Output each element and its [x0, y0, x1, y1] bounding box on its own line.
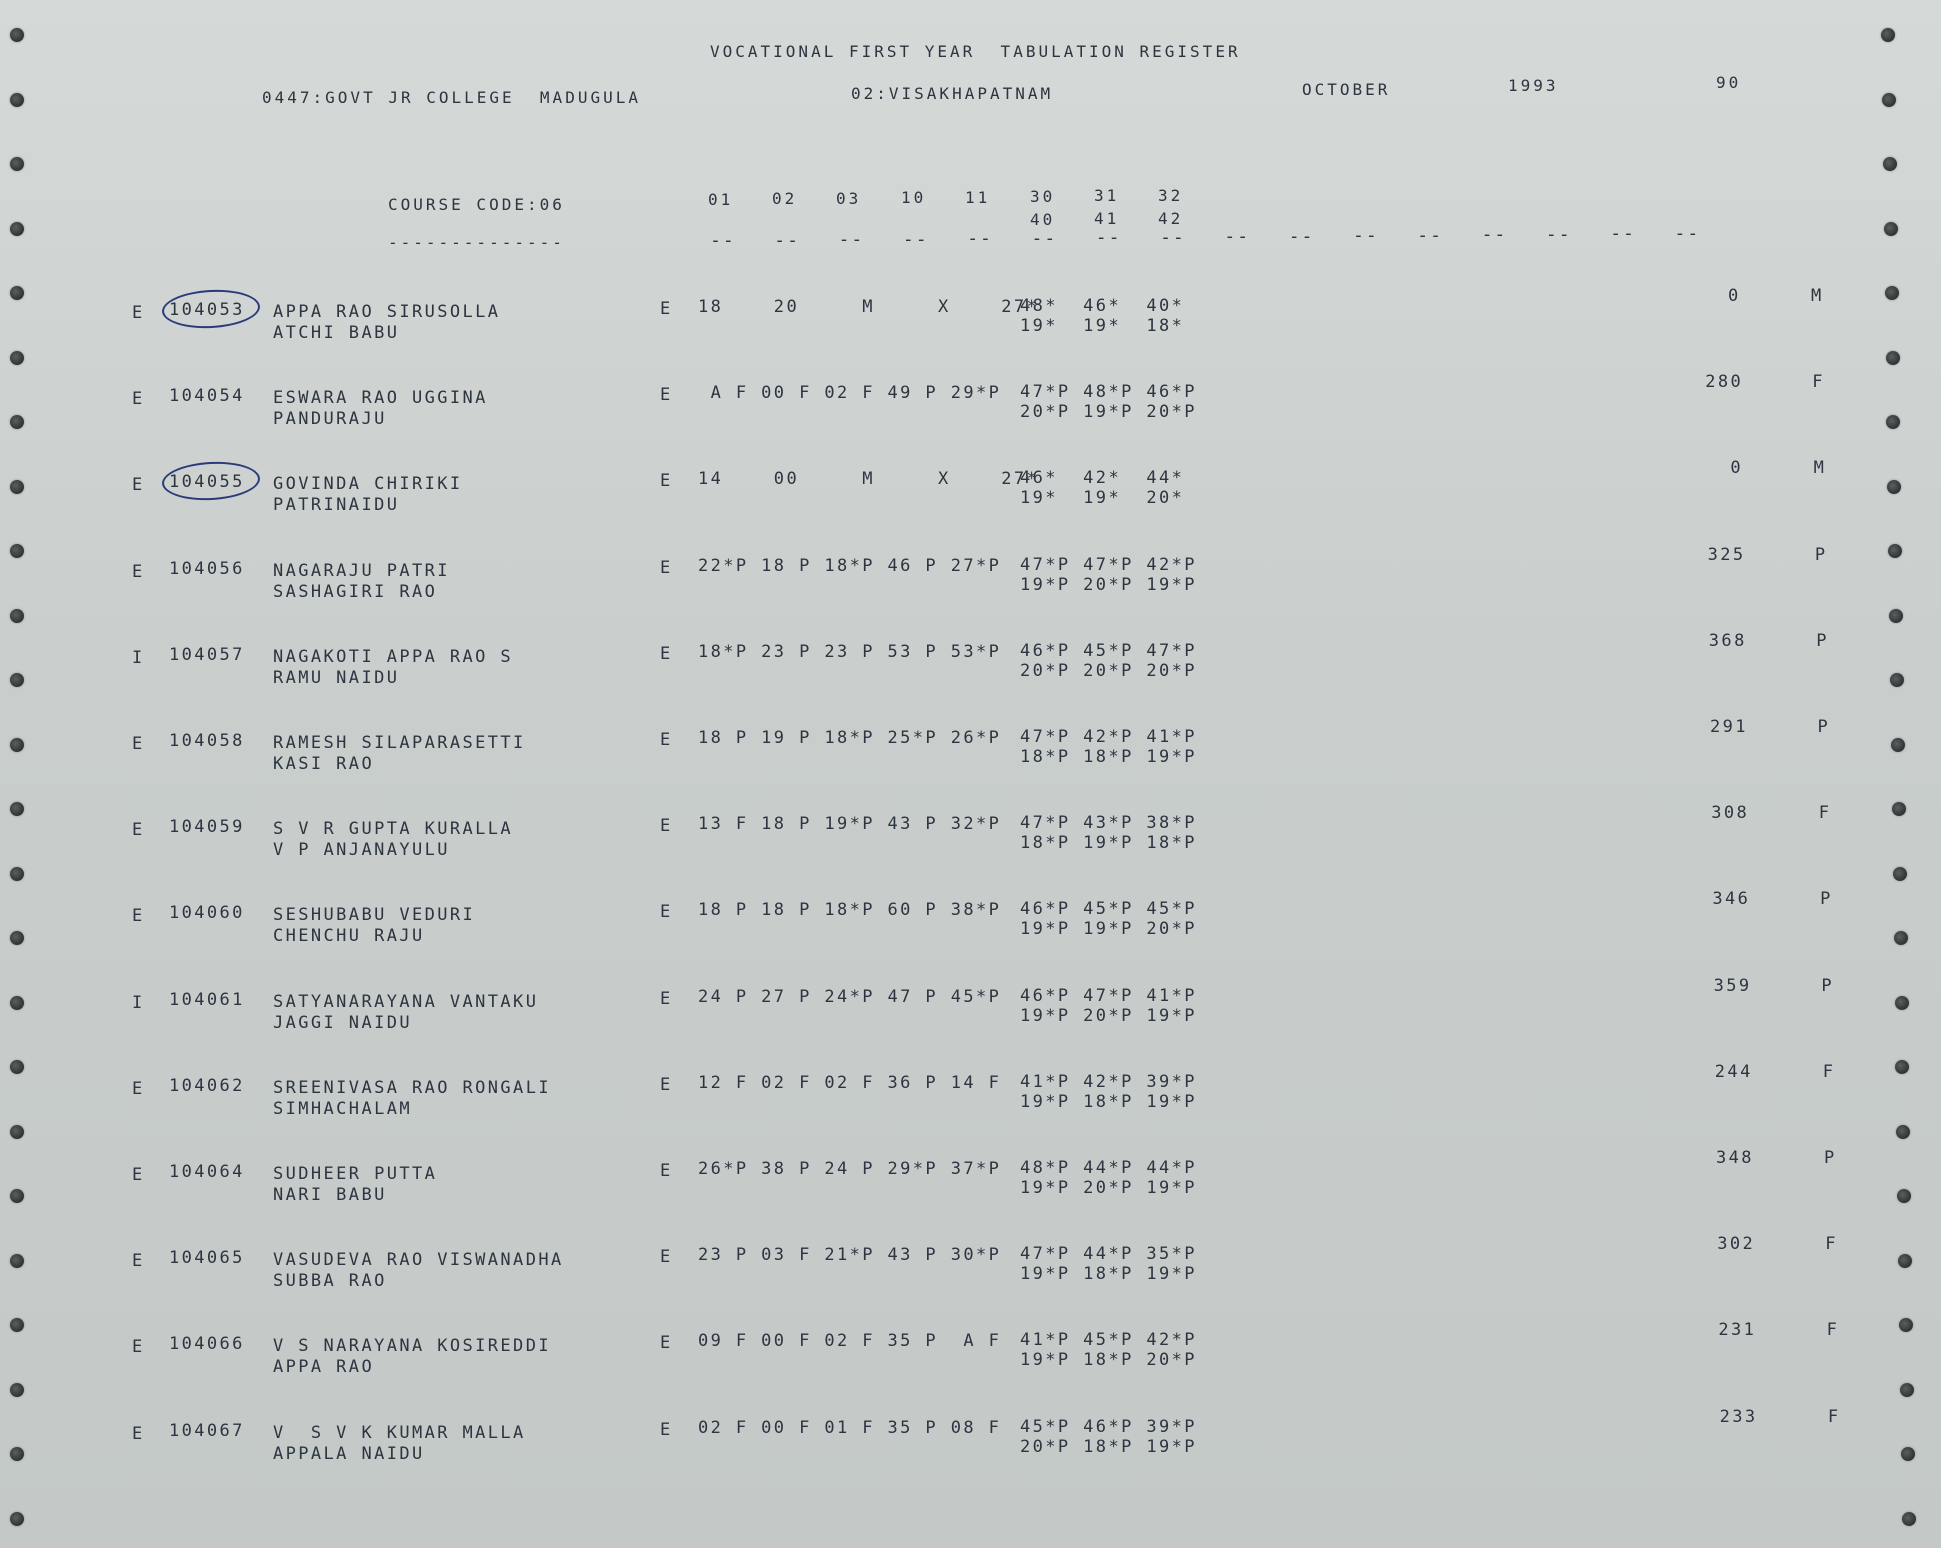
subject-marks: 09 F 00 F 02 F 35 P A F [698, 1331, 1002, 1352]
student-row [0, 372, 1941, 442]
student-row [0, 1320, 1941, 1390]
student-row [0, 889, 1941, 959]
total-marks: 280 [1705, 372, 1744, 393]
practical-marks-lower: 19* 19* 20* [1020, 488, 1185, 509]
medium: E [660, 643, 673, 664]
student-row [0, 1061, 1941, 1132]
roll-number: 104065 [169, 1248, 245, 1269]
practical-marks-upper: 46*P 45*P 47*P [1020, 640, 1197, 661]
student-row [0, 286, 1941, 356]
practical-marks-lower: 20*P 20*P 20*P [1020, 660, 1197, 681]
student-name: GOVINDA CHIRIKI [273, 474, 463, 495]
subject-marks: 18*P 23 P 23 P 53 P 53*P [698, 641, 1002, 662]
practical-marks-lower: 18*P 18*P 19*P [1020, 747, 1197, 767]
subject-marks: 18 P 19 P 18*P 25*P 26*P [698, 728, 1002, 748]
total-marks: 308 [1711, 803, 1750, 824]
father-name: PATRINAIDU [273, 495, 400, 516]
result-code: P [1820, 889, 1833, 910]
practical-marks-upper: 47*P 44*P 35*P [1020, 1244, 1197, 1265]
student-row [0, 975, 1941, 1046]
column-dash: -- [838, 229, 865, 250]
subject-code: 30 [1030, 187, 1056, 206]
practical-marks-upper: 41*P 45*P 42*P [1020, 1330, 1197, 1351]
medium: E [660, 557, 673, 578]
practical-marks-upper: 46* 42* 44* [1020, 468, 1185, 489]
medium: E [660, 1074, 673, 1095]
candidate-type: E [132, 1337, 145, 1358]
medium: E [660, 385, 673, 406]
result-code: F [1826, 1320, 1840, 1341]
result-code: P [1817, 717, 1831, 737]
student-row [0, 1148, 1941, 1218]
feed-hole [10, 222, 24, 236]
candidate-type: E [132, 389, 145, 410]
roll-number: 104058 [169, 731, 245, 751]
candidate-type: E [132, 475, 145, 496]
column-dash: -- [1160, 226, 1186, 248]
medium: E [660, 730, 673, 750]
result-code: P [1821, 975, 1835, 996]
column-dash: -- [1545, 223, 1572, 245]
student-name: V S V K KUMAR MALLA [273, 1422, 526, 1443]
student-name: SREENIVASA RAO RONGALI [273, 1077, 551, 1098]
exam-month: OCTOBER [1302, 80, 1391, 99]
exam-year: 1993 [1508, 76, 1559, 95]
column-dash: -- [1353, 225, 1379, 246]
result-code: F [1825, 1234, 1838, 1255]
roll-number: 104062 [169, 1075, 245, 1096]
subject-marks: 12 F 02 F 02 F 36 P 14 F [698, 1072, 1002, 1093]
medium: E [660, 816, 673, 837]
medium: E [660, 1419, 673, 1440]
practical-marks-lower: 19*P 20*P 19*P [1020, 1005, 1197, 1026]
subject-code-second: 42 [1158, 208, 1184, 228]
practical-marks-upper: 48*P 44*P 44*P [1020, 1158, 1197, 1178]
candidate-type: E [132, 820, 145, 841]
practical-marks-upper: 45*P 46*P 39*P [1020, 1416, 1197, 1437]
student-name: S V R GUPTA KURALLA [273, 819, 514, 840]
candidate-type: E [132, 1251, 145, 1272]
student-name: SATYANARAYANA VANTAKU [273, 991, 539, 1012]
page-number: 90 [1716, 73, 1742, 92]
column-dash: -- [1095, 227, 1122, 248]
result-code: F [1818, 803, 1832, 824]
roll-number: 104061 [169, 989, 245, 1010]
subject-code: 11 [965, 187, 991, 207]
result-code: F [1812, 372, 1825, 393]
father-name: APPALA NAIDU [273, 1443, 425, 1464]
student-name: ESWARA RAO UGGINA [273, 388, 488, 409]
feed-hole [10, 157, 24, 171]
roll-number: 104066 [169, 1334, 245, 1355]
medium: E [660, 988, 673, 1009]
student-row [0, 717, 1941, 787]
practical-marks-upper: 47*P 42*P 41*P [1020, 727, 1197, 747]
practical-marks-lower: 19*P 20*P 19*P [1020, 574, 1197, 595]
result-code: F [1822, 1061, 1836, 1082]
subject-code-second: 40 [1030, 210, 1056, 229]
practical-marks-lower: 19*P 19*P 20*P [1020, 919, 1197, 940]
roll-number: 104060 [169, 903, 245, 924]
district-name: 02:VISAKHAPATNAM [851, 84, 1054, 103]
subject-marks: 02 F 00 F 01 F 35 P 08 F [698, 1417, 1002, 1438]
candidate-type: E [132, 734, 145, 754]
roll-number: 104056 [169, 558, 245, 579]
feed-hole [1884, 222, 1898, 236]
column-dash: -- [967, 228, 993, 249]
student-row [0, 458, 1941, 528]
practical-marks-upper: 47*P 43*P 38*P [1020, 813, 1197, 834]
practical-marks-upper: 47*P 47*P 42*P [1020, 554, 1197, 575]
column-dash: -- [1224, 226, 1251, 247]
father-name: V P ANJANAYULU [273, 840, 450, 861]
feed-hole [10, 93, 24, 107]
roll-number: 104067 [169, 1420, 245, 1441]
student-name: NAGAKOTI APPA RAO S [273, 646, 514, 667]
practical-marks-lower: 18*P 19*P 18*P [1020, 833, 1197, 854]
student-row [0, 1234, 1941, 1304]
total-marks: 244 [1714, 1061, 1753, 1082]
student-row [0, 803, 1941, 873]
student-name: RAMESH SILAPARASETTI [273, 733, 526, 753]
father-name: KASI RAO [273, 754, 375, 774]
practical-marks-upper: 41*P 42*P 39*P [1020, 1071, 1197, 1092]
column-dash: -- [1288, 225, 1315, 247]
practical-marks-upper: 46*P 45*P 45*P [1020, 899, 1197, 920]
total-marks: 368 [1708, 630, 1747, 651]
father-name: ATCHI BABU [273, 323, 400, 343]
subject-code: 10 [901, 188, 927, 208]
total-marks: 302 [1717, 1234, 1756, 1255]
student-name: NAGARAJU PATRI [273, 560, 450, 581]
column-dash: -- [774, 229, 800, 251]
register-title: VOCATIONAL FIRST YEAR TABULATION REGISTER [710, 42, 1241, 61]
roll-number: 104054 [169, 386, 245, 407]
feed-hole [1902, 1512, 1916, 1526]
practical-marks-upper: 48* 46* 40* [1020, 296, 1185, 316]
subject-code: 02 [772, 189, 798, 209]
candidate-type: E [132, 1165, 145, 1185]
father-name: SUBBA RAO [273, 1271, 387, 1292]
practical-marks-lower: 19*P 20*P 19*P [1020, 1178, 1197, 1198]
course-code-underline: -------------- [388, 233, 565, 252]
candidate-type: E [132, 1423, 145, 1444]
subject-marks: 14 00 M X 27* [698, 469, 1040, 490]
result-code: M [1813, 458, 1827, 479]
subject-code-second: 41 [1094, 209, 1120, 229]
candidate-type: E [132, 1078, 145, 1099]
father-name: PANDURAJU [273, 409, 387, 430]
practical-marks-lower: 20*P 19*P 20*P [1020, 402, 1197, 423]
candidate-type: I [132, 992, 145, 1013]
student-name: SUDHEER PUTTA [273, 1164, 438, 1184]
feed-hole [10, 1512, 24, 1526]
student-name: APPA RAO SIRUSOLLA [273, 302, 501, 322]
candidate-type: E [132, 561, 145, 582]
column-dash: -- [1610, 223, 1636, 244]
father-name: CHENCHU RAJU [273, 926, 425, 947]
subject-marks: 18 P 18 P 18*P 60 P 38*P [698, 900, 1002, 921]
student-row [0, 1406, 1941, 1477]
feed-hole [1882, 93, 1896, 107]
father-name: SASHAGIRI RAO [273, 581, 438, 602]
course-code-label: COURSE CODE:06 [388, 195, 565, 214]
father-name: NARI BABU [273, 1185, 387, 1205]
roll-number: 104064 [169, 1162, 245, 1182]
father-name: APPA RAO [273, 1357, 375, 1378]
medium: E [660, 299, 673, 319]
subject-code: 31 [1094, 186, 1120, 206]
subject-marks: A F 00 F 02 F 49 P 29*P [698, 383, 1002, 404]
total-marks: 0 [1730, 458, 1744, 479]
candidate-type: E [132, 906, 145, 927]
college-name: 0447:GOVT JR COLLEGE MADUGULA [262, 88, 641, 107]
medium: E [660, 1161, 673, 1181]
total-marks: 348 [1716, 1148, 1754, 1168]
subject-code: 01 [708, 190, 734, 209]
total-marks: 346 [1712, 889, 1751, 910]
student-name: SESHUBABU VEDURI [273, 905, 476, 926]
candidate-type: E [132, 303, 145, 323]
medium: E [660, 902, 673, 923]
result-code: F [1827, 1406, 1841, 1427]
total-marks: 359 [1713, 975, 1752, 996]
roll-number: 104059 [169, 817, 245, 838]
feed-hole [1881, 28, 1895, 42]
feed-hole [10, 28, 24, 42]
father-name: JAGGI NAIDU [273, 1012, 412, 1033]
candidate-type: I [132, 647, 145, 668]
column-dash: -- [902, 228, 929, 250]
practical-marks-upper: 46*P 47*P 41*P [1020, 985, 1197, 1006]
subject-marks: 13 F 18 P 19*P 43 P 32*P [698, 814, 1002, 835]
total-marks: 0 [1728, 286, 1741, 306]
practical-marks-lower: 20*P 18*P 19*P [1020, 1436, 1197, 1457]
roll-number: 104055 [169, 472, 245, 493]
medium: E [660, 471, 673, 492]
subject-marks: 24 P 27 P 24*P 47 P 45*P [698, 986, 1002, 1007]
student-name: VASUDEVA RAO VISWANADHA [273, 1250, 564, 1271]
subject-marks: 18 20 M X 27* [698, 297, 1040, 317]
practical-marks-upper: 47*P 48*P 46*P [1020, 382, 1197, 403]
roll-number-circle-mark [161, 287, 261, 330]
result-code: P [1824, 1148, 1837, 1168]
feed-hole [1883, 157, 1897, 171]
medium: E [660, 1333, 673, 1354]
column-dash: -- [1031, 227, 1058, 249]
subject-code: 03 [836, 188, 862, 208]
subject-marks: 22*P 18 P 18*P 46 P 27*P [698, 555, 1002, 576]
subject-code: 32 [1158, 185, 1184, 205]
roll-number: 104053 [169, 300, 245, 320]
result-code: P [1816, 630, 1829, 651]
student-row [0, 630, 1941, 701]
total-marks: 325 [1707, 544, 1746, 565]
result-code: M [1811, 286, 1824, 306]
roll-number-circle-mark [161, 460, 261, 503]
medium: E [660, 1247, 673, 1268]
column-dash: -- [1481, 224, 1508, 245]
total-marks: 291 [1710, 717, 1748, 737]
column-dash: -- [1417, 224, 1443, 246]
subject-marks: 26*P 38 P 24 P 29*P 37*P [698, 1159, 1002, 1179]
practical-marks-lower: 19* 19* 18* [1020, 316, 1185, 336]
student-row [0, 544, 1941, 615]
practical-marks-lower: 19*P 18*P 20*P [1020, 1350, 1197, 1371]
father-name: SIMHACHALAM [273, 1098, 412, 1119]
practical-marks-lower: 19*P 18*P 19*P [1020, 1091, 1197, 1112]
father-name: RAMU NAIDU [273, 667, 400, 688]
result-code: P [1814, 544, 1828, 565]
total-marks: 231 [1718, 1320, 1757, 1341]
student-name: V S NARAYANA KOSIREDDI [273, 1336, 551, 1357]
column-dash: -- [1674, 222, 1701, 244]
practical-marks-lower: 19*P 18*P 19*P [1020, 1264, 1197, 1285]
total-marks: 233 [1719, 1406, 1758, 1427]
column-dash: -- [710, 230, 736, 251]
subject-marks: 23 P 03 F 21*P 43 P 30*P [698, 1245, 1002, 1266]
roll-number: 104057 [169, 644, 245, 665]
